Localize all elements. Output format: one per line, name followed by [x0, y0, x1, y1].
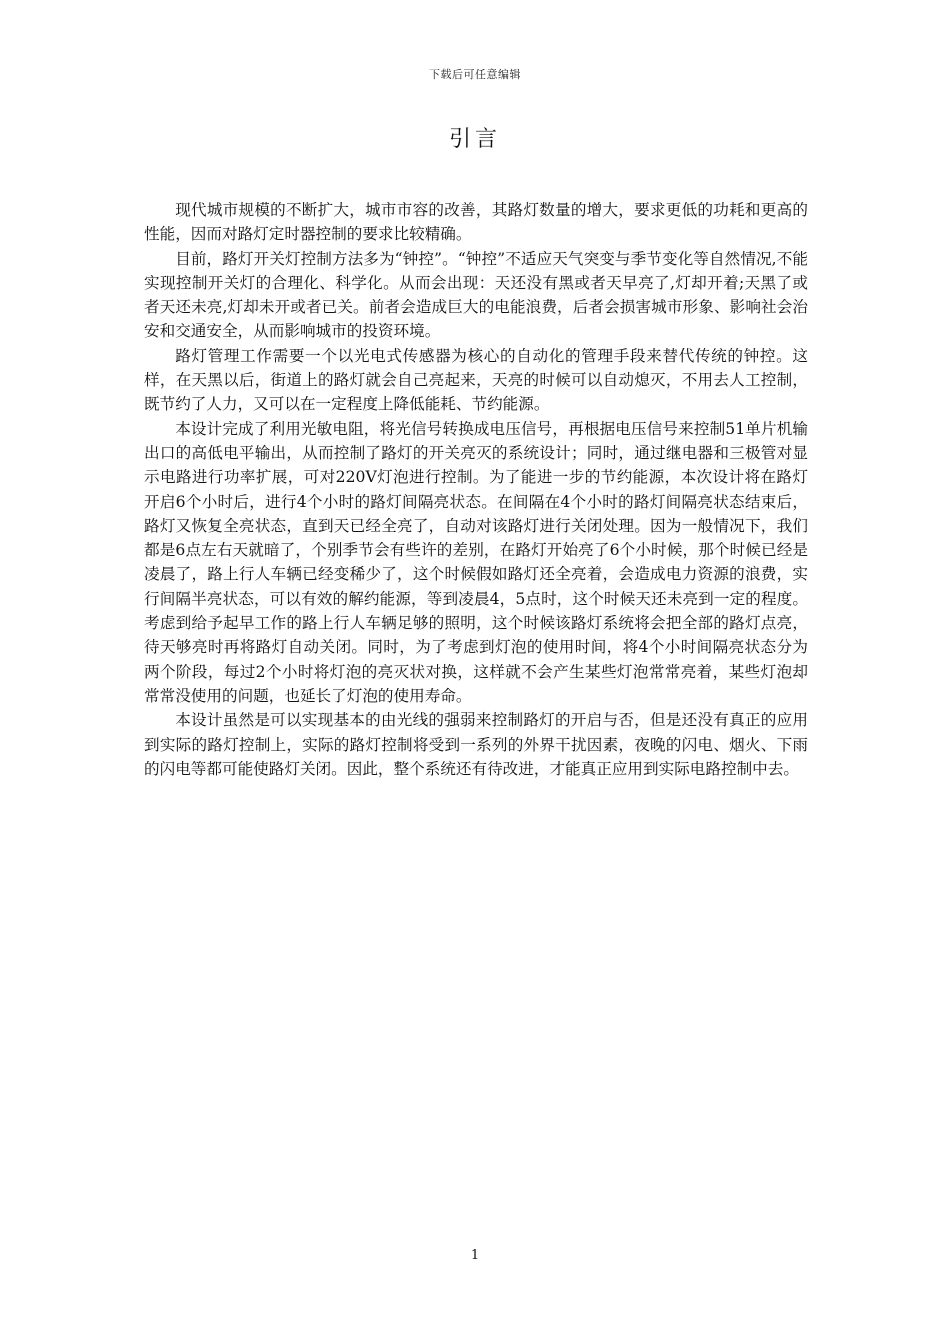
page-number: 1 — [470, 1248, 480, 1263]
paragraph-4: 本设计完成了利用光敏电阻，将光信号转换成电压信号，再根据电压信号来控制51单片机输出口的高低电平输出，从而控制了路灯的开关亮灭的系统设计；同时，通过继电器和三极管对显示电路进行功率扩展，可对220V灯泡进行控制。为了能进一步的节约能源，本次设计将在路灯开启6个小时后，进行4个小时的路灯间隔亮状态。在间隔在4个小时的路灯间隔亮状态结束后，路灯又恢复全亮状态，直到天已经全亮了，自动对该路灯进行关闭处理。因为一般情况下，我们都是6点左右天就暗了，个别季节会有些许的差别，在路灯开始亮了6个小时候，那个时候已经是凌晨了，路上行人车辆已经变稀少了，这个时候假如路灯还全亮着，会造成电力资源的浪费，实行间隔半亮状态，可以有效的解约能源，等到凌晨4，5点时，这个时候天还未亮到一定的程度。考虑到给予起早工作的路上行人车辆足够的照明，这个时候该路灯系统将会把全部的路灯点亮，待天够亮时再将路灯自动关闭。同时，为了考虑到灯泡的使用时间，将4个小时间隔亮状态分为两个阶段，每过2个小时将灯泡的亮灭状对换，这样就不会产生某些灯泡常常亮着，某些灯泡却常常没使用的问题，也延长了灯泡的使用寿命。 — [144, 419, 808, 705]
page-title: 引言 — [448, 127, 501, 152]
paragraph-3: 路灯管理工作需要一个以光电式传感器为核心的自动化的管理手段来替代传统的钟控。这样，在天黑以后，街道上的路灯就会自己亮起来，天亮的时候可以自动熄灭，不用去人工控制，既节约了人力，又可以在一定程度上降低能耗、节约能源。 — [144, 346, 808, 414]
body-text — [144, 198, 808, 781]
header-note: 下载后可任意编辑 — [429, 68, 521, 81]
paragraph-1: 现代城市规模的不断扩大，城市市容的改善，其路灯数量的增大，要求更低的功耗和更高的性能，因而对路灯定时器控制的要求比较精确。 — [144, 201, 808, 244]
paragraph-2: 目前，路灯开关灯控制方法多为“钟控”。“钟控”不适应天气突变与季节变化等自然情况,不能实现控制开关灯的合理化、科学化。从而会出现：天还没有黑或者天早亮了,灯却开着;天黑了或者天还未亮,灯却未开或者已关。前者会造成巨大的电能浪费，后者会损害城市形象、影响社会治安和交通安全，从而影响城市的投资环境。 — [144, 249, 808, 341]
paragraph-5: 本设计虽然是可以实现基本的由光线的强弱来控制路灯的开启与否，但是还没有真正的应用到实际的路灯控制上，实际的路灯控制将受到一系列的外界干扰因素，夜晚的闪电、烟火、下雨的闪电等都可能使路灯关闭。因此，整个系统还有待改进，才能真正应用到实际电路控制中去。 — [144, 711, 808, 778]
